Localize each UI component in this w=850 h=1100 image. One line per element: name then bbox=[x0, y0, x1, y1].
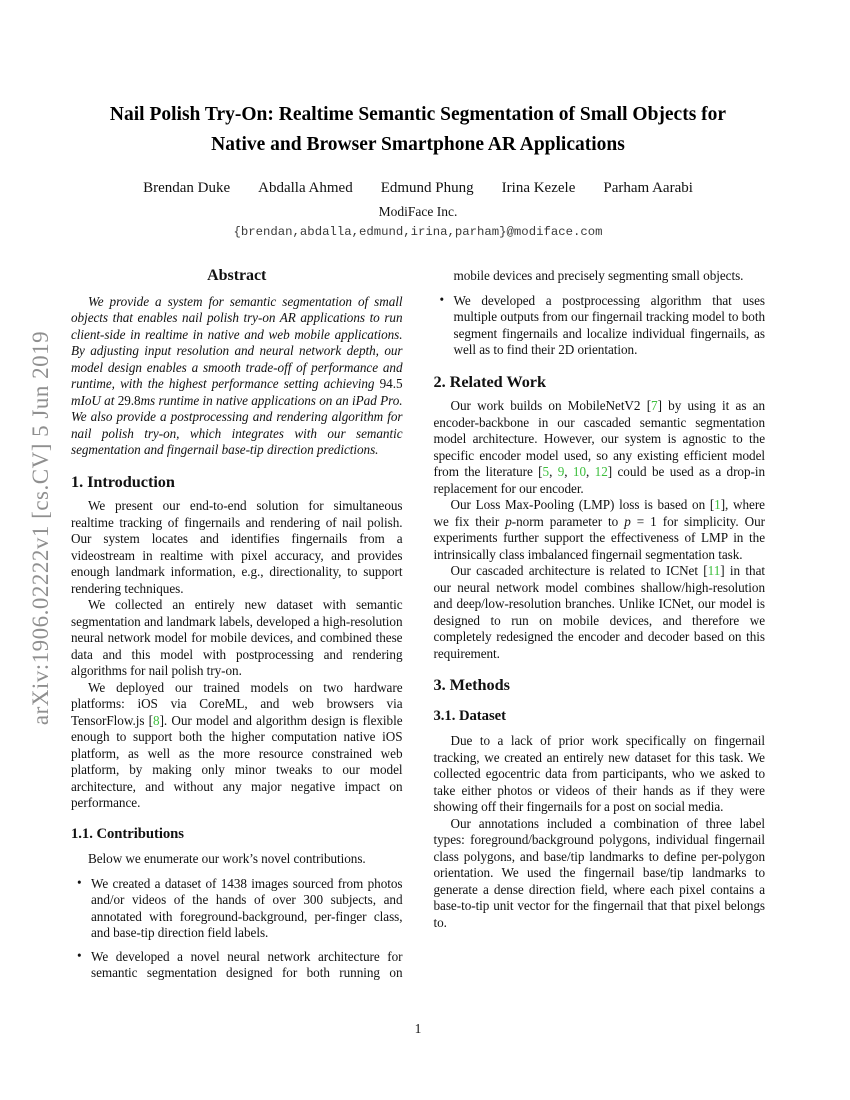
text-run: p bbox=[624, 513, 631, 529]
bullet-icon: • bbox=[77, 947, 82, 963]
paper-title-line2: Native and Browser Smartphone AR Applications bbox=[211, 134, 625, 155]
citation-link[interactable]: 5 bbox=[542, 464, 550, 479]
abstract-heading: Abstract bbox=[207, 267, 267, 284]
page-number: 1 bbox=[414, 1021, 422, 1036]
paragraph: Due to a lack of prior work specifically on fingernail tracking, we created an entirely new dataset for this task. We collected egocentric data from participants, who we asked to take either photos or videos of their hands as if they were showing off their fingernails for a post on social media. bbox=[433, 733, 765, 814]
left-column bbox=[71, 268, 403, 982]
text-run: We provide a system for semantic segmentation of small objects that enables nail polish try-on AR applications to run client-side in realtime in native and web mobile applications. By adjusting input resolution and neural network depth, our model design enables a smooth trade-off of performance and runtime, with the highest performance setting achieving bbox=[71, 293, 403, 391]
paragraph bbox=[434, 497, 766, 563]
text-run: -norm parameter to bbox=[511, 513, 625, 529]
citation-link[interactable]: 1 bbox=[714, 497, 721, 512]
author-name: Irina Kezele bbox=[501, 180, 576, 196]
text-run: Our cascaded architecture is related to ICNet [ bbox=[450, 563, 708, 578]
paragraph bbox=[434, 563, 766, 662]
citation-link[interactable]: 9 bbox=[557, 464, 565, 479]
paper-title-line1: Nail Polish Try-On: Realtime Semantic Segmentation of Small Objects for bbox=[109, 104, 727, 125]
text-run: 29.8 bbox=[117, 392, 141, 408]
section-heading-related-work: 2. Related Work bbox=[433, 371, 546, 391]
contribution-list bbox=[71, 876, 403, 982]
paragraph: We present our end-to-end solution for simultaneous realtime tracking of fingernails and rendering of nail polish. Our system locates and identifies fingernails from a videostream in realtime with pixel accuracy, and provides enough landmark information, e.g., directionality, to support rendering techniques. bbox=[71, 498, 403, 596]
text-run: Our work builds on MobileNetV2 [ bbox=[450, 398, 652, 413]
text-run: ] could be used as a drop-in replacement for our encoder. bbox=[433, 464, 766, 496]
citation-link[interactable]: 7 bbox=[651, 398, 658, 413]
two-column-body bbox=[71, 268, 765, 982]
paper-header bbox=[71, 100, 765, 239]
author-name: Edmund Phung bbox=[380, 180, 474, 196]
list-item-text: We created a dataset of 1438 images sourced from photos and/or videos of the hands of over 300 subjects, and annotated with foreground-background, per-finger class, and base-tip direction field labels. bbox=[91, 875, 403, 940]
bullet-icon: • bbox=[439, 291, 445, 307]
author-name: Brendan Duke bbox=[143, 180, 231, 196]
text-run: = 1 for simplicity. Our experiments further support the effectiveness of LMP in the intrinsically class imbalanced fingernail segmentation task. bbox=[433, 513, 765, 562]
list-item bbox=[71, 876, 403, 942]
text-run: , bbox=[549, 464, 558, 479]
list-item-text: We developed a novel neural network architecture for semantic segmentation designed for both running on bbox=[91, 948, 403, 980]
list-item bbox=[434, 293, 766, 359]
paragraph: We collected an entirely new dataset with semantic segmentation and landmark labels, developed a high-resolution neural network model for mobile devices, and combined these data and this model with postprocessing and rendering algorithms for nail polish try-on. bbox=[71, 597, 403, 678]
text-run: p bbox=[505, 513, 512, 529]
paragraph bbox=[71, 680, 403, 812]
author-name: Abdalla Ahmed bbox=[258, 180, 353, 196]
citation-link[interactable]: 8 bbox=[153, 712, 160, 728]
text-run: ]. Our model and algorithm design is flexible enough to support both the higher computation native iOS platform, as well as the more resource constrained web platform, by making only minor tweaks to our model architecture, and without any major negative impact on performance. bbox=[71, 712, 403, 810]
text-run: We deployed our trained models on two hardware platforms: iOS via CoreML, and web browsers via TensorFlow.js [ bbox=[71, 679, 403, 728]
right-column bbox=[434, 268, 766, 982]
email-address: {brendan,abdalla,edmund,irina,parham}@modiface.com bbox=[233, 225, 603, 239]
text-run: ] in that our neural network model combines shallow/high-resolution and deep/low-resolution branches. Unlike ICNet, our model is designed to run on mobile devices, and therefore we completely redesigned the encoder and decoder based on this requirement. bbox=[433, 563, 765, 661]
author-name: Parham Aarabi bbox=[603, 180, 693, 196]
author-list bbox=[71, 180, 765, 197]
text-run: mIoU at bbox=[71, 392, 118, 408]
list-item bbox=[71, 949, 403, 982]
paragraph: Our annotations included a combination of three label types: foreground/background polygons, individual fingernail class polygons, and base/tip landmarks to define per-polygon orientation. We used the fingernail base/tip landmarks to generate a dense direction field, where each pixel contains a base-to-tip unit vector for the fingernail that that pixel belongs to. bbox=[433, 815, 765, 930]
paragraph bbox=[434, 398, 766, 497]
bullet-icon: • bbox=[77, 874, 82, 890]
section-heading-dataset: 3.1. Dataset bbox=[433, 707, 506, 724]
section-heading-methods: 3. Methods bbox=[433, 675, 510, 694]
text-run: ms runtime in native applications on an iPad Pro. We also provide a postprocessing and rendering algorithm for nail polish try-on, which integrates with our semantic segmentation and fingernail base-tip direction predictions. bbox=[71, 392, 403, 457]
text-run: ] by using it as an encoder-backbone in our cascaded semantic segmentation model architecture. However, our system is agnostic to the specific encoder model used, so any existing efficient model from the literature [ bbox=[433, 398, 765, 479]
text-run: , bbox=[564, 464, 573, 479]
list-item-continuation: mobile devices and precisely segmenting small objects. bbox=[453, 268, 744, 283]
text-run: ], where we fix their bbox=[433, 497, 765, 529]
text-run: 94.5 bbox=[379, 376, 403, 391]
text-run: , bbox=[586, 464, 595, 479]
citation-link[interactable]: 12 bbox=[594, 464, 608, 479]
contribution-list-continued bbox=[434, 293, 766, 359]
paper-title bbox=[71, 100, 765, 160]
citation-link[interactable]: 10 bbox=[572, 464, 587, 479]
section-heading-contributions: 1.1. Contributions bbox=[71, 825, 184, 842]
list-item-text: We developed a postprocessing algorithm that uses multiple outputs from our fingernail tracking model to both segment fingernails and localize individual fingernails, as well as to find their 2D orientation. bbox=[453, 292, 765, 357]
affiliation: ModiFace Inc. bbox=[378, 204, 458, 219]
paragraph: Below we enumerate our work’s novel contributions. bbox=[88, 851, 366, 866]
citation-link[interactable]: 11 bbox=[707, 563, 721, 578]
arxiv-watermark: arXiv:1906.02222v1 [cs.CV] 5 Jun 2019 bbox=[28, 330, 53, 726]
text-run: Our Loss Max-Pooling (LMP) loss is based on [ bbox=[450, 497, 715, 512]
abstract-text bbox=[71, 294, 403, 459]
section-heading-introduction: 1. Introduction bbox=[71, 471, 175, 491]
